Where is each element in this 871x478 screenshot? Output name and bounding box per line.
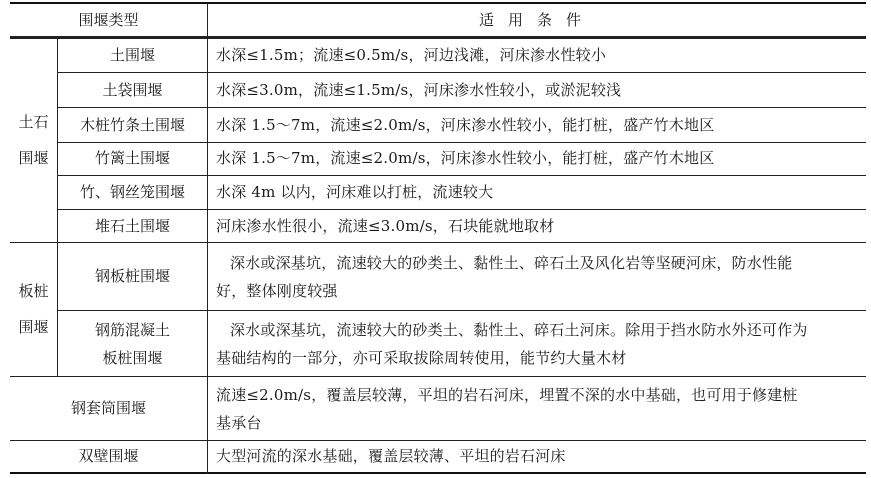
row-condition: 水深 4m 以内，河床难以打桩，流速较大 xyxy=(216,183,494,201)
row-type xyxy=(58,311,207,376)
group-label-line: 围堰 xyxy=(18,149,49,167)
row-type: 竹、钢丝笼围堰 xyxy=(79,183,185,201)
row-condition-line: 基承台 xyxy=(216,413,262,432)
header-type: 围堰类型 xyxy=(78,10,139,29)
row-type-line: 钢筋混凝土 xyxy=(94,320,170,339)
row-type: 土袋围堰 xyxy=(102,80,163,99)
row-condition: 水深≤1.5m；流速≤0.5m/s，河边浅滩，河床渗水性较小 xyxy=(216,45,607,64)
cofferdam-table xyxy=(10,2,866,474)
group-label-line: 土石 xyxy=(18,113,49,131)
row-condition-line: 深水或深基坑，流速较大的砂类土、黏性土、碎石土及风化岩等坚硬河床，防水性能 xyxy=(230,253,793,272)
row-type: 钢板桩围堰 xyxy=(94,267,170,285)
group-label-line: 板桩 xyxy=(18,282,49,300)
row-condition: 水深≤3.0m，流速≤1.5m/s，河床渗水性较小，或淤泥较浅 xyxy=(216,80,622,99)
header-condition: 适用条件 xyxy=(478,10,595,29)
row-type-line: 板桩围堰 xyxy=(102,348,163,367)
row-condition xyxy=(208,377,798,440)
row-condition xyxy=(208,243,792,310)
row-condition-line: 流速≤2.0m/s，覆盖层较薄，平坦的岩石河床，埋置不深的水中基础，也可用于修建桩 xyxy=(216,385,798,404)
row-type: 堆石土围堰 xyxy=(94,216,170,235)
row-condition-line: 基础结构的一部分，亦可采取拔除周转使用，能节约大量木材 xyxy=(216,348,627,367)
group-label-sheet-pile xyxy=(10,242,57,376)
row-type: 钢套筒围堰 xyxy=(70,399,146,417)
row-condition-line: 好，整体刚度较强 xyxy=(216,281,338,300)
group-label-earth-stone xyxy=(10,38,57,242)
row-condition: 大型河流的深水基础，覆盖层较薄、平坦的岩石河床 xyxy=(216,447,566,465)
row-condition xyxy=(208,311,808,376)
row-type: 竹篱土围堰 xyxy=(94,149,170,167)
row-condition: 水深 1.5～7m，流速≤2.0m/s，河床渗水性较小，能打桩，盛产竹木地区 xyxy=(216,115,715,134)
row-condition-line: 深水或深基坑，流速较大的砂类土、黏性土、碎石土河床。除用于挡水防水外还可作为 xyxy=(230,320,808,339)
row-type: 木桩竹条土围堰 xyxy=(79,115,185,134)
group-label-line: 围堰 xyxy=(18,318,49,336)
rule-bottom xyxy=(10,472,866,474)
row-type: 土围堰 xyxy=(109,45,155,64)
row-type: 双壁围堰 xyxy=(78,447,139,465)
row-condition: 河床渗水性很小，流速≤3.0m/s，石块能就地取材 xyxy=(216,216,555,235)
row-condition: 水深 1.5～7m，流速≤2.0m/s，河床渗水性较小，能打桩，盛产竹木地区 xyxy=(216,149,715,167)
